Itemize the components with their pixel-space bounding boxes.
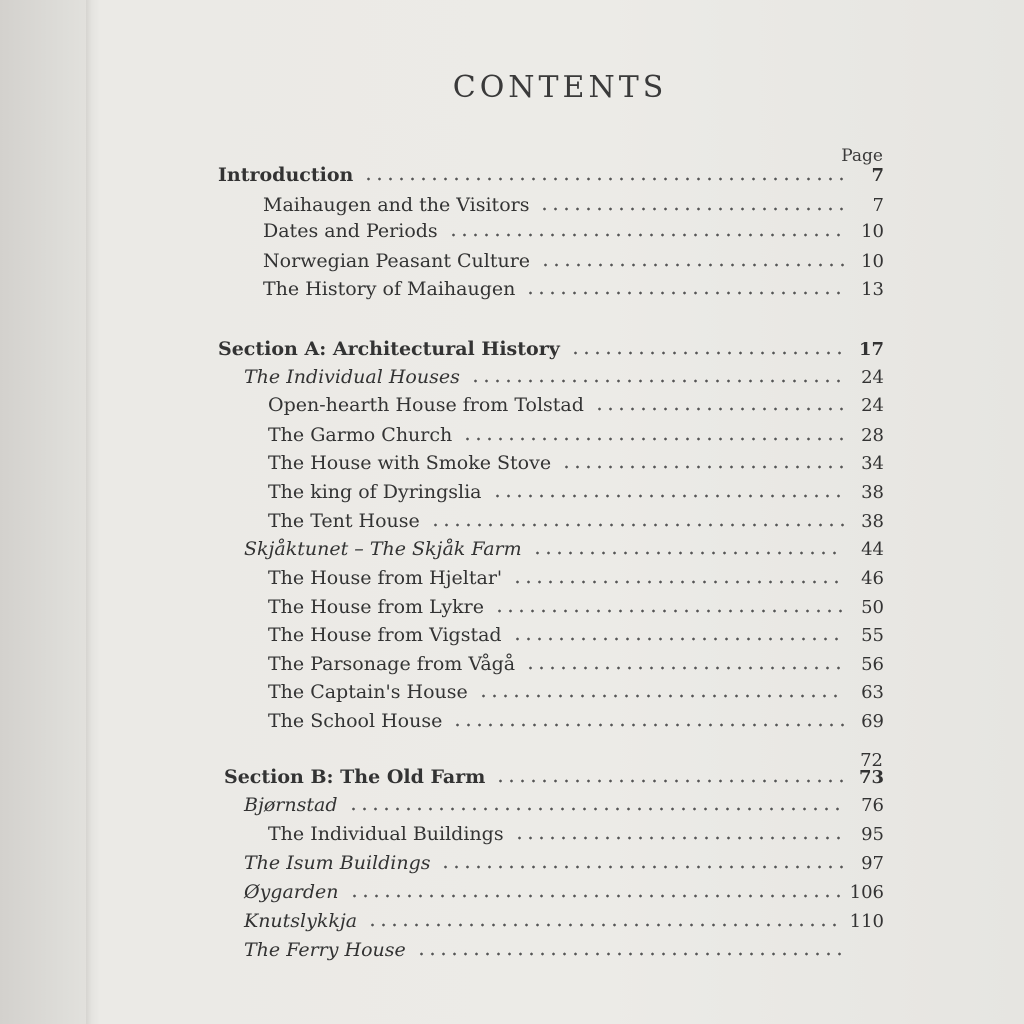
dot-leader: [367, 922, 844, 928]
toc-entry-title: Open-hearth House from Tolstad: [268, 394, 584, 416]
toc-entry: [268, 620, 884, 646]
toc-page-number: 72: [860, 750, 883, 771]
toc-page-number: 46: [861, 568, 884, 589]
toc-entry-title: Bjørnstad: [244, 794, 338, 816]
toc-entry-title: The Individual Houses: [244, 366, 460, 388]
dot-leader: [363, 176, 844, 182]
toc-page-number: 34: [861, 453, 884, 474]
toc-entry-title: Section B: The Old Farm: [224, 766, 486, 788]
toc-entry: [268, 649, 884, 675]
toc-entry-title: The House from Lykre: [268, 596, 484, 618]
toc-page-number: 13: [861, 279, 884, 300]
toc-page-number: 55: [861, 625, 884, 646]
toc-entry-title: The Parsonage from Vågå: [268, 653, 516, 675]
toc-page-number: 63: [861, 682, 884, 703]
dot-leader: [462, 436, 844, 442]
toc-entry: [218, 160, 884, 186]
toc-entry: [244, 906, 884, 932]
dot-leader: [478, 693, 844, 699]
toc-entry: [244, 362, 884, 388]
dot-leader: [470, 378, 844, 384]
toc-page-number: 95: [861, 824, 884, 845]
dot-leader: [539, 206, 844, 212]
toc-entry-title: Section A: Architectural History: [218, 338, 560, 360]
toc-entry: [244, 935, 884, 961]
toc-entry: [244, 848, 884, 874]
toc-entry-title: The Isum Buildings: [244, 852, 431, 874]
toc-entry-title: The Garmo Church: [268, 424, 453, 446]
toc-entry: [268, 592, 884, 618]
dot-leader: [494, 608, 844, 614]
toc-page-number: 38: [861, 482, 884, 503]
toc-entry-title: The House from Vigstad: [268, 624, 502, 646]
dot-leader: [525, 290, 844, 296]
toc-entry-title: The House from Hjeltar': [268, 567, 503, 589]
toc-entry-title: The Captain's House: [268, 681, 468, 703]
toc-entry-title: The History of Maihaugen: [263, 278, 516, 300]
toc-page-number: 10: [861, 221, 884, 242]
toc-entry: [268, 448, 884, 474]
toc-entry: [268, 420, 884, 446]
toc-entry-title: Norwegian Peasant Culture: [263, 250, 531, 272]
toc-entry: [218, 334, 884, 360]
dot-leader: [512, 579, 844, 585]
dot-leader: [416, 951, 844, 957]
toc-page-number: 69: [861, 711, 884, 732]
toc-page-number: 73: [858, 767, 884, 788]
dot-leader: [448, 232, 844, 238]
toc-page-number: 110: [849, 911, 884, 932]
dot-leader: [348, 806, 845, 812]
dot-leader: [440, 864, 844, 870]
toc-page-number: 76: [861, 795, 884, 816]
page-title: CONTENTS: [452, 70, 668, 105]
toc-page-number: 50: [861, 597, 884, 618]
toc-entry: [263, 190, 884, 216]
toc-entry: [268, 819, 884, 845]
toc-entry: [268, 477, 884, 503]
toc-entry: [244, 790, 884, 816]
toc-page-number: 106: [849, 882, 884, 903]
toc-entry: [268, 677, 884, 703]
dot-leader: [430, 522, 844, 528]
dot-leader: [540, 262, 844, 268]
toc-entry-title: The Individual Buildings: [268, 823, 504, 845]
toc-entry-title: The Tent House: [268, 510, 420, 532]
dot-leader: [532, 550, 844, 556]
toc-page-number: 97: [861, 853, 884, 874]
toc-page-number: 38: [861, 511, 884, 532]
toc-entry: [268, 563, 884, 589]
dot-leader: [570, 350, 844, 356]
toc-entry: [268, 506, 884, 532]
dot-leader: [594, 406, 844, 412]
toc-page-number: 24: [861, 395, 884, 416]
dot-leader: [525, 665, 844, 671]
toc-page-number: 7: [872, 195, 884, 216]
dot-leader: [452, 722, 844, 728]
toc-page-number: 28: [861, 425, 884, 446]
toc-page-number: 44: [861, 539, 884, 560]
toc-entry: [263, 274, 884, 300]
toc-entry: [224, 762, 884, 788]
page-column-label: Page: [841, 146, 883, 166]
toc-entry-title: Skjåktunet – The Skjåk Farm: [244, 538, 522, 560]
toc-entry: [263, 246, 884, 272]
toc-page-number: 17: [858, 339, 884, 360]
dot-leader: [495, 778, 844, 784]
toc-entry-title: Maihaugen and the Visitors: [263, 194, 530, 216]
toc-entry-title: The School House: [268, 710, 443, 732]
toc-entry: [268, 390, 884, 416]
dot-leader: [349, 893, 844, 899]
toc-entry-title: Knutslykkja: [244, 910, 358, 932]
dot-leader: [492, 493, 845, 499]
toc-entry: [263, 216, 884, 242]
toc-entry-title: Øygarden: [244, 881, 339, 903]
toc-page-number: 10: [861, 251, 884, 272]
toc-page-number: 56: [861, 654, 884, 675]
toc-entry-title: The king of Dyringslia: [268, 481, 482, 503]
toc-page-number: 7: [871, 165, 884, 186]
toc-entry: [268, 706, 884, 732]
toc-entry: [244, 534, 884, 560]
toc-page-number: 24: [861, 367, 884, 388]
toc-entry-title: Introduction: [218, 164, 354, 186]
dot-leader: [514, 835, 844, 841]
dot-leader: [512, 636, 844, 642]
toc-entry-title: Dates and Periods: [263, 220, 438, 242]
toc-entry-title: The Ferry House: [244, 939, 406, 961]
toc-entry: [244, 877, 884, 903]
toc-entry-title: The House with Smoke Stove: [268, 452, 552, 474]
dot-leader: [561, 464, 844, 470]
